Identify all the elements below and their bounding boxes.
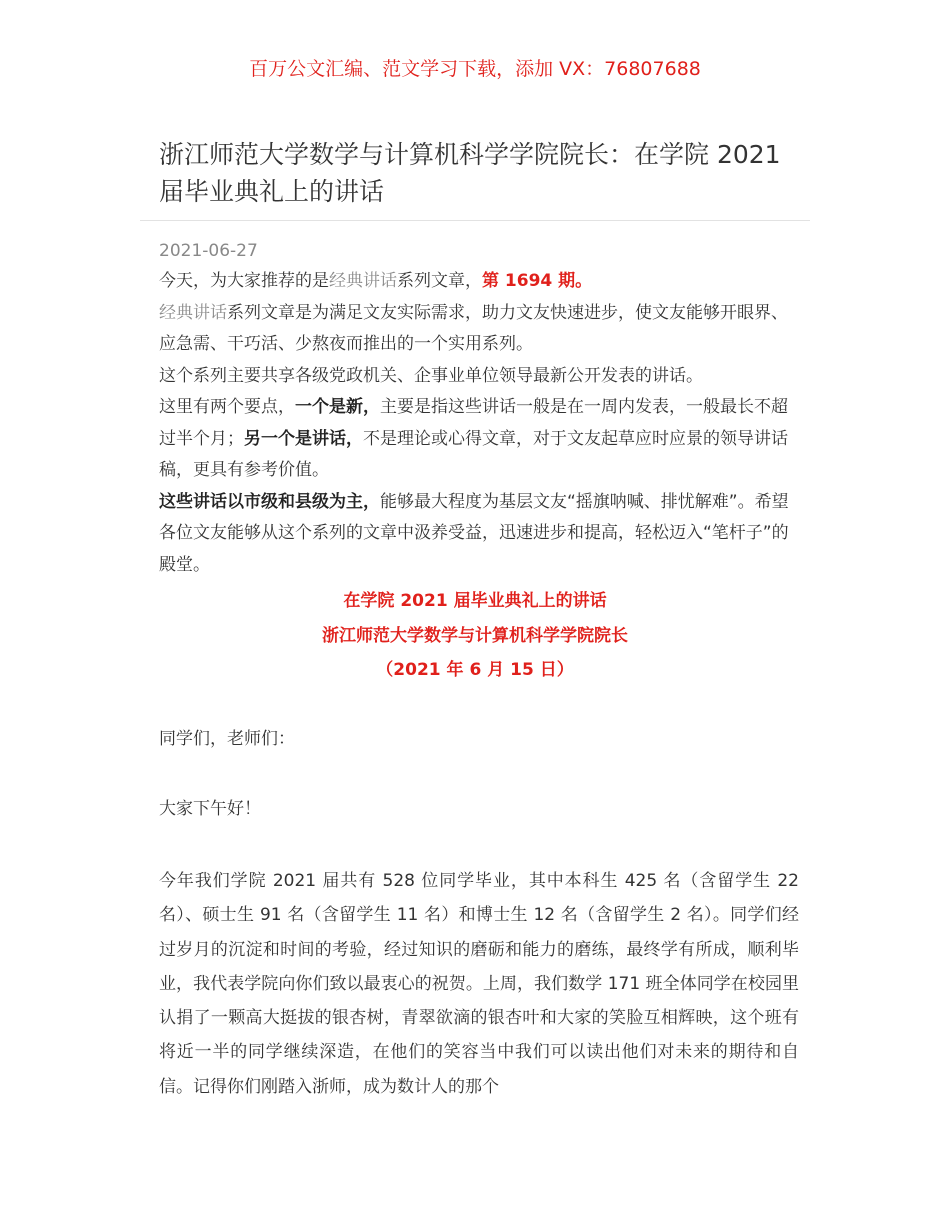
key-point-speech: 另一个是讲话， bbox=[244, 428, 363, 449]
intro-text: 系列文章是为满足文友实际需求，助力文友快速进步，使文友能够开眼界、应急需、干巧活、少熬夜而推出的一个实用系列。 bbox=[159, 302, 788, 354]
series-intro bbox=[159, 266, 799, 581]
intro-paragraph-2 bbox=[159, 298, 799, 361]
intro-paragraph-1 bbox=[159, 266, 799, 298]
speech-speaker: 浙江师范大学数学与计算机科学学院院长 bbox=[322, 626, 628, 646]
intro-text: 这里有两个要点， bbox=[159, 397, 295, 417]
speech-greeting: 同学们，老师们： bbox=[159, 729, 295, 749]
speech-date: （2021 年 6 月 15 日） bbox=[376, 660, 574, 680]
key-point-new: 一个是新， bbox=[295, 397, 380, 417]
speech-paragraph-1: 今年我们学院 2021 届共有 528 位同学毕业，其中本科生 425 名（含留学生 22 名）、硕士生 91 名（含留学生 11 名）和博士生 12 名（含留学生 2 名）。同学们经过岁月的沉淀和时间的考验，经过知识的磨砺和能力的磨练，最终学有所成，顺利毕业，我代表学院向你们致以最衷心的祝贺。上周，我们数学 171 班全体同学在校园里认捐了一颗高大挺拔的银杏树，青翠欲滴的银杏叶和大家的笑脸互相辉映，这个班有将近一半的同学继续深造，在他们的笑容当中我们可以读出他们对未来的期待和自信。记得你们刚踏入浙师，成为数计人的那个 bbox=[159, 871, 799, 1097]
intro-text: 不是理论或心得文章，对于文友起草应时应景的领导讲话稿，更具有参考价值。 bbox=[159, 428, 788, 480]
publish-date: 2021-06-27 bbox=[159, 241, 258, 261]
speech-hello: 大家下午好！ bbox=[159, 799, 261, 819]
intro-paragraph-4 bbox=[159, 392, 799, 487]
title-divider bbox=[140, 220, 810, 221]
intro-text: 今天，为大家推荐的是 bbox=[159, 271, 329, 291]
intro-text: 系列文章， bbox=[397, 271, 482, 291]
issue-number: 第 1694 期。 bbox=[482, 271, 593, 291]
intro-text: 能够最大程度为基层文友“摇旗呐喊、排忧解难”。希望各位文友能够从这个系列的文章中汲养受益，迅速进步和提高，轻松迈入“笔杆子”的殿堂。 bbox=[159, 491, 789, 575]
speech-title: 在学院 2021 届毕业典礼上的讲话 bbox=[343, 591, 607, 611]
intro-text: 主要是指这些讲话一般是在一周内发表，一般最长不超过半个月； bbox=[159, 397, 788, 449]
article-title: 浙江师范大学数学与计算机科学学院院长：在学院 2021 届毕业典礼上的讲话 bbox=[159, 140, 781, 206]
intro-paragraph-5 bbox=[159, 487, 799, 582]
series-name: 经典讲话 bbox=[159, 302, 227, 323]
promo-banner: 百万公文汇编、范文学习下载，添加 VX：76807688 bbox=[249, 58, 701, 80]
series-name: 经典讲话 bbox=[329, 271, 397, 291]
key-point-level: 这些讲话以市级和县级为主， bbox=[159, 491, 380, 512]
intro-paragraph-3: 这个系列主要共享各级党政机关、企事业单位领导最新公开发表的讲话。 bbox=[159, 365, 703, 386]
